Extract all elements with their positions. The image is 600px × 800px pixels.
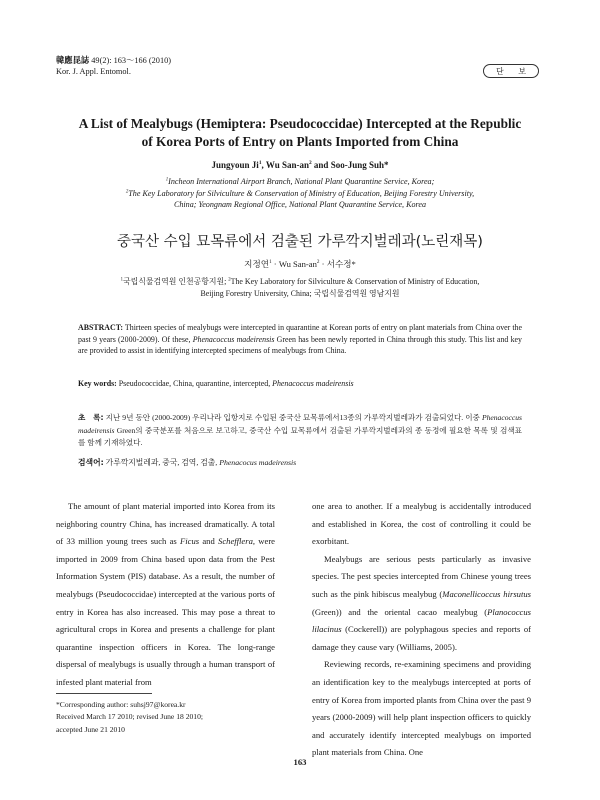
keywords-label: Key words:: [78, 379, 117, 388]
korean-abstract-label: 초 록:: [78, 413, 104, 422]
author-2: Wu San-an: [265, 160, 309, 170]
journal-volume: 49(2): 163～166 (2010): [89, 56, 172, 65]
abstract-label: ABSTRACT:: [78, 323, 124, 332]
journal-english-name: Kor. J. Appl. Entomol.: [56, 67, 131, 76]
korean-affiliation-2-cont: Beijing Forestry University, China; 국립식물검역원 영남지원: [200, 289, 400, 298]
body-text: (Cockerell)) are polyphagous species and reports of damage they cause vary (Williams, 2005).: [312, 624, 531, 652]
author-separator: ·: [271, 259, 279, 269]
species-name: Schefflera: [218, 536, 253, 547]
species-name: Ficus: [180, 536, 200, 547]
korean-affiliation-2: The Key Laboratory for Silviculture & Conservation of Ministry of Education,: [230, 277, 480, 286]
korean-keywords: [78, 457, 522, 468]
abstract-text: Thirteen species of mealybugs were intercepted in quarantine at Korean ports of entry on plant materials from China over the past 9 years (2000-2009). Of these,: [78, 323, 522, 344]
paper-title-line2: of Korea Ports of Entry on Plants Imported from China: [141, 134, 459, 149]
korean-abstract-text: Green의 중국분포를 처음으로 보고하고, 중국산 수입 묘목류에서 검출된 가루깍지벌레과의 종 동정에 필요한 목록 및 검색표를 함께 기재하였다.: [78, 425, 522, 447]
author-list: [50, 160, 550, 170]
corresponding-author: *Corresponding author: suhsj97@korea.kr: [56, 700, 186, 709]
author-3: Soo-Jung Suh*: [330, 160, 389, 170]
affil-mark: 2: [228, 277, 231, 283]
body-paragraph: [56, 498, 275, 692]
paper-title: [50, 115, 550, 151]
body-text: (Green)) and the oriental cacao mealybug (: [312, 606, 488, 617]
korean-abstract-text: 지난 9년 동안 (2000-2009) 우리나라 입항지로 수입된 중국산 묘목류에서13종의 가루깍지벌레과가 검출되었다. 이중: [103, 413, 482, 422]
accepted-date: accepted June 21 2010: [56, 724, 125, 734]
journal-citation: [56, 55, 171, 77]
body-paragraph: Reviewing records, re-examining specimens and providing an identification key to the mealybugs intercepted at ports of entry of Korea from imported plants from China over the past 9 years (2000-2009) will help plant inspection officers to quickly and accurately identify intercepted mealybugs on imported plant materials from China. One: [312, 659, 531, 758]
received-date: Received March 17 2010; revised June 18 2010;: [56, 712, 203, 722]
page-number: 163: [293, 757, 307, 767]
paper-title-line1: A List of Mealybugs (Hemiptera: Pseudococcidae) Intercepted at the Republic: [78, 116, 522, 131]
author-separator: ·: [319, 259, 327, 269]
keywords-text: Pseudococcidae, China, quarantine, intercepted,: [116, 379, 273, 388]
body-column-left: [56, 498, 275, 692]
korean-title: 중국산 수입 묘목류에서 검출된 가루깍지벌레과(노린재목): [117, 234, 483, 250]
korean-author-3: 서수정*: [326, 259, 356, 269]
affil-mark: 2: [316, 259, 320, 266]
korean-author-list: [50, 258, 550, 270]
keywords: [78, 379, 522, 388]
affiliation-2: The Key Laboratory for Silviculture & Conservation of Ministry of Education, Beijing Forestry University,: [128, 188, 475, 198]
korean-affiliations: [50, 276, 550, 300]
species-name: Maconellicoccus hirsutus: [442, 588, 531, 599]
affiliation-1: Incheon International Airport Branch, National Plant Quarantine Service, Korea;: [168, 177, 435, 186]
korean-author-1: 지정연: [244, 259, 270, 269]
abstract-text: Green has been newly reported in China through this study. This list and key are provided to assist in identifying intercepted specimens of mealybugs from China.: [78, 334, 522, 356]
affil-mark: 1: [269, 259, 272, 266]
species-name: Phenacoccus madeirensis: [78, 413, 522, 435]
species-name: Phenacocus madeirensis: [219, 458, 297, 467]
species-name: Phenacoccus madeirensis: [192, 334, 275, 344]
footnote-divider: [56, 693, 152, 694]
affiliation-2-cont: China; Yeongnam Regional Office, National Plant Quarantine Service, Korea: [173, 200, 427, 209]
korean-keywords-label: 검색어:: [78, 458, 104, 467]
author-1-affil-mark: 1: [258, 160, 262, 166]
affil-mark: 2: [125, 188, 129, 194]
affiliations: [50, 176, 550, 211]
species-name: Planococcus lilacinus: [312, 606, 531, 635]
article-type-badge: 단 보: [483, 64, 539, 78]
korean-affiliation-1: 국립식물검역원 인천공항지원;: [123, 277, 229, 286]
body-paragraph: [312, 551, 531, 657]
korean-author-2: Wu San-an: [278, 259, 317, 269]
author-separator: and: [311, 160, 331, 170]
body-text: , were imported in 2009 from China based upon data from the Pest Information System (PIS) database. As a result, the number of mealybugs (Pseudococcidae) intercepted at the various ports of entry in Korea has also increased. This may pose a threat to agricultural crops in Korea and presents a challenge for plant quarantine inspection officers in Korea. The long-range dispersal of mealybugs is usually through a human transport of infested plant material from: [56, 536, 275, 687]
author-1: Jungyoun Ji: [211, 160, 259, 170]
author-2-affil-mark: 2: [308, 160, 312, 166]
body-paragraph: one area to another. If a mealybug is accidentally introduced and established in Korea, the cost of controlling it could be exorbitant.: [312, 501, 531, 547]
journal-korean-name: 韓應昆誌: [56, 56, 90, 65]
korean-keywords-text: 가루깍지벌레과, 중국, 검역, 검출,: [103, 458, 220, 467]
body-text: and: [199, 536, 219, 547]
affil-mark: 1: [165, 177, 169, 183]
author-separator: ,: [261, 160, 266, 170]
body-text: Mealybugs are serious pests particularly as invasive species. The pest species intercepted from Chinese young trees such as the pink hibiscus mealybug (: [312, 553, 531, 599]
body-column-right: [312, 498, 531, 762]
affil-mark: 1: [120, 277, 124, 283]
korean-abstract: [78, 412, 522, 450]
footnote: [56, 699, 275, 736]
body-text: The amount of plant material imported into Korea from its neighboring country China, has increased dramatically. A total of 33 million young trees such as: [56, 501, 275, 547]
species-name: Phenacoccus madeirensis: [272, 379, 354, 388]
abstract: [78, 322, 522, 357]
